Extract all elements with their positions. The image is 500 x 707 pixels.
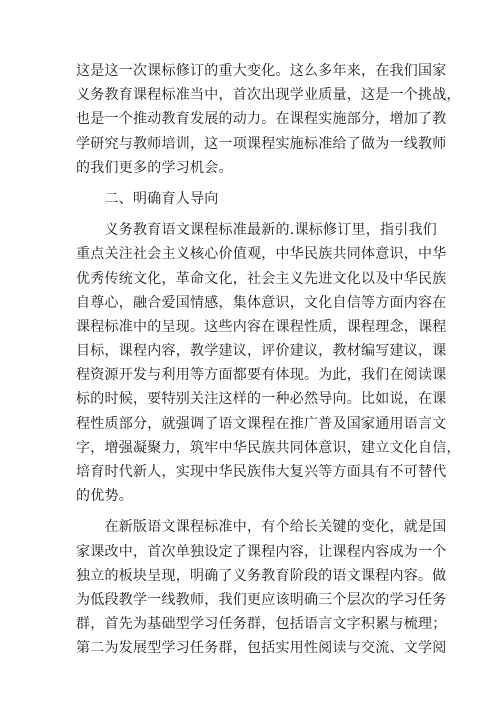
- text-line: 课程标准中的呈现。这些内容在课程性质，课程理念，课程: [76, 318, 447, 335]
- text-line: 也是一个推动教育发展的动力。在课程实施部分，增加了教: [76, 111, 447, 128]
- text-line: 自尊心，融合爱国情感，集体意识，文化自信等方面内容在: [76, 294, 447, 311]
- body-paragraph: [76, 218, 461, 508]
- text-line: 在新版语文课程标准中，有个给长关键的变化，就是国: [76, 519, 447, 536]
- text-line: 培育时代新人，实现中华民族伟大复兴等方面具有不可替代: [76, 464, 447, 480]
- paragraph-gap: [76, 211, 432, 218]
- text-line: 家课改中，首次单独设定了课程内容，让课程内容成为一个: [76, 543, 447, 560]
- text-line: 程性质部分，就强调了语文课程在推广普及国家通用语言文: [76, 415, 447, 432]
- text-line: 为低段教学一线教师，我们更应该明确三个层次的学习任务: [76, 591, 447, 608]
- paragraph-gap: [76, 180, 432, 187]
- section-heading: [76, 187, 432, 211]
- body-paragraph: [76, 515, 447, 660]
- text-line: 第二为发展型学习任务群，包括实用性阅读与交流、文学阅: [76, 640, 447, 657]
- text-line: 学研究与教师培训，这一项课程实施标准给了做为一线教师: [76, 135, 447, 152]
- text-line: 独立的板块呈现，明确了义务教育阶段的语文课程内容。做: [76, 567, 447, 584]
- text-line: 群，首先为基础型学习任务群，包括语言文字积累与梳理；: [76, 616, 447, 633]
- text-line: 标的时候，要特别关注这样的一种必然导向。比如说，在课: [76, 391, 447, 408]
- text-line: 字，增强凝聚力，筑牢中华民族共同体意识，建立文化自信，: [76, 439, 461, 456]
- text-line: 重点关注社会主义核心价值观，中华民族共同体意识，中华: [76, 246, 447, 263]
- document-body: [76, 59, 461, 661]
- paragraph-gap: [76, 508, 432, 515]
- text-line: 这是这一次课标修订的重大变化。这么多年来，在我们国家: [76, 63, 447, 79]
- text-line: 目标，课程内容，教学建议，评价建议，教材编写建议，课: [76, 343, 447, 360]
- text-line: 二、明确育人导向: [76, 190, 219, 207]
- text-line: 程资源开发与利用等方面都要有体现。为此，我们在阅读课: [76, 367, 447, 384]
- text-line: 优秀传统文化，革命文化，社会主义先进文化以及中华民族: [76, 270, 447, 287]
- text-line: 义务教育语文课程标准最新的.课标修订里，指引我们: [76, 222, 437, 239]
- body-paragraph: [76, 59, 461, 180]
- text-line: 义务教育课程标准当中，首次出现学业质量，这是一个挑战，: [76, 87, 461, 104]
- text-line: 的优势。: [76, 488, 133, 505]
- text-line: 的我们更多的学习机会。: [76, 159, 233, 176]
